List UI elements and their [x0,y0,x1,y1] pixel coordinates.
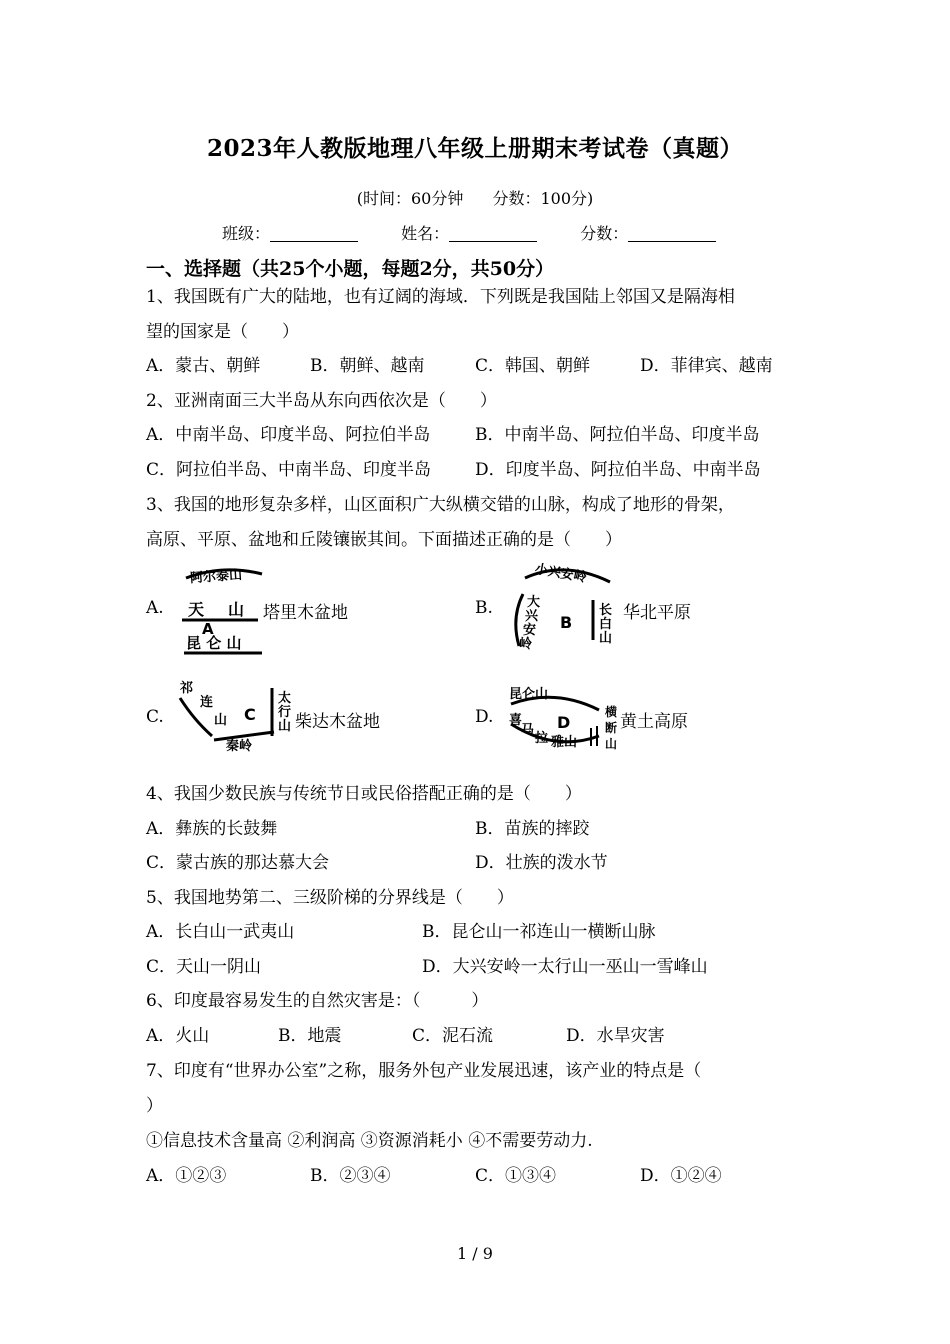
kunlun-line-d [511,697,599,710]
map-b-left1: 大 [527,595,541,610]
q3-option-a-letter[interactable]: A. [146,598,164,618]
q7-option-a[interactable]: A．①②③ [146,1166,227,1186]
map-a-top: 阿尔泰山 [189,567,243,587]
map-a-mid1: 天 [188,600,205,619]
map-d-shan3: 山 [605,737,618,751]
q7-stem-2: ） [146,1096,163,1116]
q4-option-a[interactable]: A．彝族的长鼓舞 [146,819,278,839]
name-blank[interactable] [449,225,537,242]
q3-map-a [178,560,268,660]
map-b-right2: 白 [599,617,613,632]
q6-option-a[interactable]: A．火山 [146,1026,210,1046]
map-d-heng: 横 [605,705,618,719]
q5-option-c[interactable]: C．天山一阴山 [146,957,262,977]
q3-map-c [174,676,298,756]
map-c-qinling: 秦岭 [226,739,253,754]
q7-option-b[interactable]: B．②③④ [310,1166,391,1186]
q3-option-b-text: 华北平原 [623,603,691,623]
map-d-ya: 雅山 [551,735,578,750]
map-a-label: A [202,620,214,638]
map-a-mid2: 山 [228,600,245,619]
q1-option-d[interactable]: D．菲律宾、越南 [640,356,773,376]
q3-stem-1: 3、我国的地形复杂多样，山区面积广大纵横交错的山脉，构成了地形的骨架， [146,495,735,515]
map-d-label: D [557,713,571,732]
q4-option-d[interactable]: D．壮族的泼水节 [475,853,608,873]
q3-option-d-letter[interactable]: D. [475,707,494,727]
q5-stem: 5、我国地势第二、三级阶梯的分界线是（ ） [146,888,514,908]
q4-stem: 4、我国少数民族与传统节日或民俗搭配正确的是（ ） [146,784,582,804]
q3-option-d-text: 黄土高原 [620,712,688,732]
q3-map-d [505,680,623,760]
student-fields [222,221,754,244]
score-blank[interactable] [628,225,716,242]
map-c-lian: 连 [200,695,214,710]
score-info: 分数：100分) [492,189,594,208]
q2-option-a[interactable]: A．中南半岛、印度半岛、阿拉伯半岛 [146,425,431,445]
map-b-right3: 山 [599,631,613,646]
q5-option-b[interactable]: B．昆仑山一祁连山一横断山脉 [422,922,656,942]
time-info: (时间：60分钟 [356,189,464,208]
map-b-left2: 兴 [525,609,539,624]
map-b-label: B [560,613,573,632]
q2-option-b[interactable]: B．中南半岛、阿拉伯半岛、印度半岛 [475,425,760,445]
map-d-duan: 断 [605,721,618,735]
q7-statements: ①信息技术含量高 ②利润高 ③资源消耗小 ④不需要劳动力. [146,1131,593,1151]
q6-option-b[interactable]: B．地震 [278,1026,342,1046]
q1-stem-2: 望的国家是（ ） [146,322,299,342]
q7-stem-1: 7、印度有“世界办公室”之称，服务外包产业发展迅速，该产业的特点是（ [146,1061,702,1081]
q2-option-d[interactable]: D．印度半岛、阿拉伯半岛、中南半岛 [475,460,761,480]
q7-option-c[interactable]: C．①③④ [475,1166,557,1186]
q4-option-b[interactable]: B．苗族的摔跤 [475,819,590,839]
map-d-xi: 喜 [509,713,523,728]
map-b-left3: 安 [523,623,537,638]
map-d-ma: 马 [521,723,535,738]
q1-option-a[interactable]: A．蒙古、朝鲜 [146,356,261,376]
q3-option-c-text: 柴达木盆地 [295,712,380,732]
q2-stem: 2、亚洲南面三大半岛从东向西依次是（ ） [146,391,497,411]
exam-meta [0,186,950,209]
map-c-tai: 太 [278,691,292,706]
q3-option-b-letter[interactable]: B. [475,598,493,618]
map-c-shan2: 山 [278,719,292,734]
map-d-la: 拉 [535,731,549,746]
q1-stem-1: 1、我国既有广大的陆地，也有辽阔的海域．下列既是我国陆上邻国又是隔海相 [146,287,735,307]
map-c-hang: 行 [278,705,292,720]
map-c-label: C [244,705,256,724]
q1-option-b[interactable]: B．朝鲜、越南 [310,356,425,376]
q5-option-a[interactable]: A．长白山一武夷山 [146,922,295,942]
q1-option-c[interactable]: C．韩国、朝鲜 [475,356,591,376]
page-title: 2023年人教版地理八年级上册期末考试卷（真题） [206,135,743,162]
q3-map-b [505,558,623,658]
q3-stem-2: 高原、平原、盆地和丘陵镶嵌其间。下面描述正确的是（ ） [146,530,622,550]
q6-option-d[interactable]: D．水旱灾害 [566,1026,665,1046]
map-b-top: 小兴安岭 [533,561,588,586]
map-d-kunlun: 昆仑山 [509,687,549,702]
q4-option-c[interactable]: C．蒙古族的那达慕大会 [146,853,330,873]
class-field: 班级： [222,221,358,244]
q3-option-c-letter[interactable]: C. [146,707,164,727]
class-blank[interactable] [270,225,358,242]
map-c-shan: 山 [214,713,228,728]
map-c-qi: 祁 [180,681,194,696]
q6-stem: 6、印度最容易发生的自然灾害是：（ ） [146,991,489,1011]
section-heading: 一、选择题（共25个小题，每题2分，共50分） [146,258,555,280]
q7-option-d[interactable]: D．①②④ [640,1166,722,1186]
q5-option-d[interactable]: D．大兴安岭一太行山一巫山一雪峰山 [422,957,708,977]
map-a-bottom: 昆 仑 山 [186,634,242,652]
q6-option-c[interactable]: C．泥石流 [412,1026,494,1046]
score-field: 分数： [580,221,716,244]
q3-option-a-text: 塔里木盆地 [263,603,348,623]
page-number: 1 / 9 [457,1244,493,1263]
q2-option-c[interactable]: C．阿拉伯半岛、中南半岛、印度半岛 [146,460,432,480]
map-b-left4: 岭 [519,637,533,652]
map-b-right1: 长 [599,603,613,618]
name-field: 姓名： [401,221,537,244]
